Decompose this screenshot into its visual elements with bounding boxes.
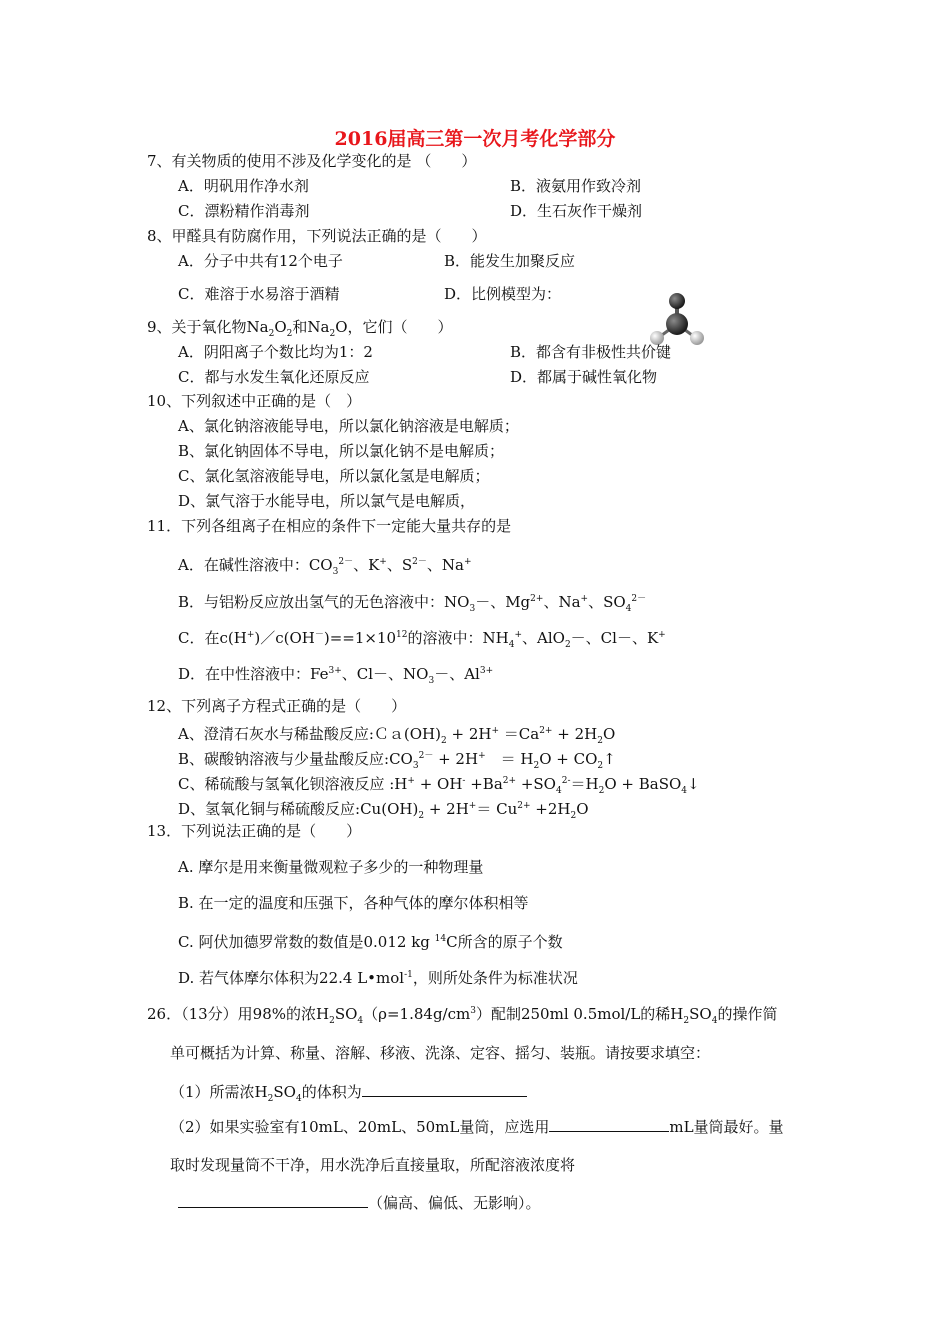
q26-line-4: （2）如果实验室有10mL、20mL、50mL量筒，应选用 mL量筒最好。量: [170, 1115, 784, 1137]
q7-option-c: C．漂粉精作消毒剂: [178, 202, 310, 220]
q12-option-a: A、澄清石灰水与稀盐酸反应$:Ca(OH)_2 + 2H^+ =Ca^{2+} + 2H_2O$: [178, 725, 616, 746]
q10-stem: 10、下列叙述中正确的是（ ）: [147, 392, 362, 410]
q12-stem: 12、下列离子方程式正确的是（ ）: [147, 697, 407, 715]
q9-option-b: B．都含有非极性共价键: [510, 343, 672, 361]
page-title: 2016届高三第一次月考化学部分: [334, 128, 616, 150]
q13-option-d: D. 若气体摩尔体积为22.4 L•mol$^{-1}$，则所处条件为标准状况: [178, 969, 578, 987]
q26-line-6: （偏高、偏低、无影响）。: [178, 1191, 541, 1213]
q9-option-a: A．阴阳离子个数比均为1：2: [178, 343, 373, 361]
q7-option-a: A．明矾用作净水剂: [178, 177, 309, 195]
q11-option-d: D．在中性溶液中：$Fe^{3+}$、Cl－、$NO_3-$、$Al^{3+}$: [178, 665, 494, 686]
q9-stem: 9、关于氧化物$Na_2O_2$和$Na_2O$，它们（ ）: [147, 318, 453, 339]
q7-option-b: B．液氨用作致冷剂: [510, 177, 642, 195]
answer-blank-3[interactable]: [178, 1191, 368, 1208]
q9-option-c: C．都与水发生氧化还原反应: [178, 368, 370, 386]
q26-line-2: 单可概括为计算、称量、溶解、移液、洗涤、定容、摇匀、装瓶。请按要求填空：: [170, 1044, 711, 1062]
q13-stem: 13．下列说法正确的是（ ）: [147, 822, 362, 840]
q12-option-b: B、碳酸钠溶液与少量盐酸反应$:CO_3^{2-} + 2H^+$ ＝ $H_2O$ + $CO_2↑$: [178, 750, 616, 771]
q13-option-a: A. 摩尔是用来衡量微观粒子多少的一种物理量: [178, 858, 484, 876]
q8-option-b: B．能发生加聚反应: [444, 252, 576, 270]
q10-option-a: A、氯化钠溶液能导电，所以氯化钠溶液是电解质；: [178, 417, 519, 435]
q8-option-a: A．分子中共有12个电子: [178, 252, 343, 270]
q13-option-c: C. 阿伏加德罗常数的数值是0.012 kg $^{14}$C所含的原子个数: [178, 933, 563, 951]
q9-option-d: D．都属于碱性氧化物: [510, 368, 658, 386]
q12-option-c: C、稀硫酸与氢氧化钡溶液反应 :H+ + $OH^- +Ba^{2+} +SO_4^{2-}=H_2O$ + BaSO$_4$↓: [178, 775, 700, 796]
q11-option-a: A．在碱性溶液中：$CO_3^{2-}$、K+、$S^{2-}$、Na+: [178, 556, 472, 577]
q10-option-c: C、氯化氢溶液能导电，所以氯化氢是电解质；: [178, 467, 490, 485]
q26-line-3: （1）所需浓$H_2SO_4$的体积为: [170, 1080, 527, 1109]
q8-option-d: D．比例模型为：: [444, 285, 562, 303]
q12-option-d: D、氢氧化铜与稀硫酸反应$:Cu(OH)_2 + 2H^+= Cu^{2+} +2H_2O$: [178, 800, 589, 821]
q26-line-1: 26．（13分）用98%的浓$H_2SO_4(\rho=1.84g/cm^3)$配制250ml 0.5mol/L的稀$H_2SO_4$的操作简: [147, 1005, 778, 1026]
q10-option-d: D、氯气溶于水能导电，所以氯气是电解质，: [178, 492, 476, 510]
q13-option-b: B. 在一定的温度和压强下，各种气体的摩尔体积相等: [178, 894, 529, 912]
q11-stem: 11．下列各组离子在相应的条件下一定能大量共存的是: [147, 517, 512, 535]
q7-option-d: D．生石灰作干燥剂: [510, 202, 643, 220]
q10-option-b: B、氯化钠固体不导电，所以氯化钠不是电解质；: [178, 442, 505, 460]
q26-line-5: 取时发现量筒不干净，用水洗净后直接量取，所配溶液浓度将: [170, 1156, 576, 1174]
formaldehyde-model-icon: [646, 290, 708, 350]
q11-option-b: B．与铝粉反应放出氢气的无色溶液中：$NO_3-$、$Mg^{2+}$、Na+、$SO_4^{2-}$: [178, 593, 647, 614]
answer-blank-2[interactable]: [549, 1115, 669, 1132]
q7-stem: 7、有关物质的使用不涉及化学变化的是 （ ）: [147, 152, 477, 170]
answer-blank-1[interactable]: [362, 1080, 527, 1097]
q11-option-c: C．在$c(H^+)/c(OH^-)==1\times 10^{12}$的溶液中：$NH_4^+$、AlO$_2$－、Cl－、K+: [178, 629, 666, 650]
q8-option-c: C．难溶于水易溶于酒精: [178, 285, 340, 303]
q8-stem: 8、甲醛具有防腐作用，下列说法正确的是（ ）: [147, 227, 487, 245]
